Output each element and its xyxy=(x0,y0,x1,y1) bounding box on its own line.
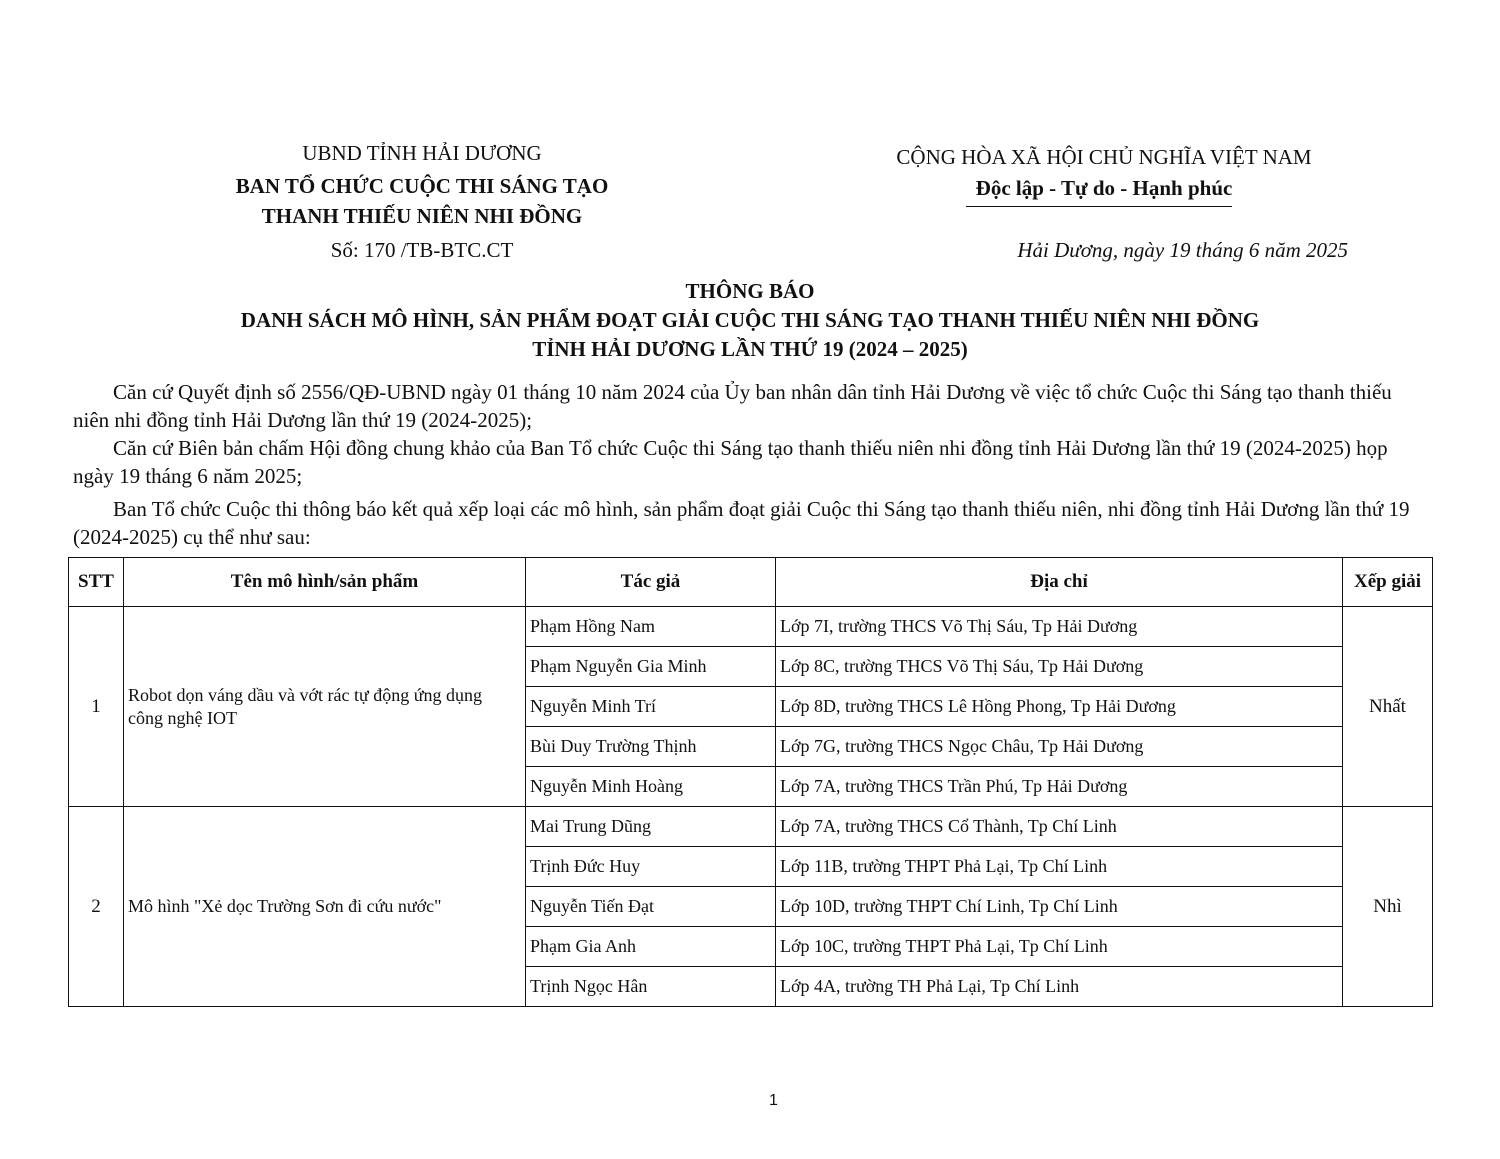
header-product: Tên mô hình/sản phẩm xyxy=(124,558,526,607)
header-author: Tác giả xyxy=(526,558,776,607)
author-name: Mai Trung Dũng xyxy=(526,807,776,847)
notice-subtitle-line-1: DANH SÁCH MÔ HÌNH, SẢN PHẨM ĐOẠT GIẢI CUỘC THI SÁNG TẠO THANH THIẾU NIÊN NHI ĐỒNG xyxy=(240,308,1260,332)
author-address: Lớp 10D, trường THPT Chí Linh, Tp Chí Linh xyxy=(776,887,1343,927)
author-name: Bùi Duy Trường Thịnh xyxy=(526,727,776,767)
motto-underline xyxy=(966,206,1232,207)
author-address: Lớp 7I, trường THCS Võ Thị Sáu, Tp Hải Dương xyxy=(776,607,1343,647)
announcement-paragraph: Ban Tổ chức Cuộc thi thông báo kết quả xếp loại các mô hình, sản phẩm đoạt giải Cuộc thi Sáng tạo thanh thiếu niên, nhi đồng tỉnh Hải Dương lần thứ 19 (2024-2025) cụ thể như sau: xyxy=(73,497,1410,549)
document-number: Số: 170 /TB-BTC.CT xyxy=(330,238,514,262)
author-name: Trịnh Ngọc Hân xyxy=(526,967,776,1007)
national-motto: Độc lập - Tự do - Hạnh phúc xyxy=(975,176,1233,200)
entry-stt: 2 xyxy=(69,807,124,1007)
legal-basis-paragraph-1: Căn cứ Quyết định số 2556/QĐ-UBND ngày 01 tháng 10 năm 2024 của Ủy ban nhân dân tỉnh Hải Dương về việc tổ chức Cuộc thi Sáng tạo thanh thiếu niên nhi đồng tỉnh Hải Dương lần thứ 19 (2024-2025); xyxy=(73,380,1392,432)
author-address: Lớp 8D, trường THCS Lê Hồng Phong, Tp Hải Dương xyxy=(776,687,1343,727)
entry-stt: 1 xyxy=(69,607,124,807)
notice-title: THÔNG BÁO xyxy=(685,279,815,303)
author-name: Phạm Hồng Nam xyxy=(526,607,776,647)
results-table xyxy=(68,557,1433,1007)
entry-product: Mô hình "Xẻ dọc Trường Sơn đi cứu nước" xyxy=(124,807,526,1007)
author-address: Lớp 8C, trường THCS Võ Thị Sáu, Tp Hải Dương xyxy=(776,647,1343,687)
author-address: Lớp 11B, trường THPT Phả Lại, Tp Chí Linh xyxy=(776,847,1343,887)
legal-basis-paragraph-2: Căn cứ Biên bản chấm Hội đồng chung khảo của Ban Tổ chức Cuộc thi Sáng tạo thanh thiếu niên nhi đồng tỉnh Hải Dương lần thứ 19 (2024-2025) họp ngày 19 tháng 6 năm 2025; xyxy=(73,436,1388,488)
page-number: 1 xyxy=(769,1092,778,1109)
table-header-row xyxy=(69,558,1433,607)
author-address: Lớp 4A, trường TH Phả Lại, Tp Chí Linh xyxy=(776,967,1343,1007)
entry-product: Robot dọn váng dầu và vớt rác tự động ứng dụng công nghệ IOT xyxy=(124,607,526,807)
author-name: Nguyễn Tiến Đạt xyxy=(526,887,776,927)
organizer-line-2: THANH THIẾU NIÊN NHI ĐỒNG xyxy=(261,204,583,228)
header-stt: STT xyxy=(69,558,124,607)
entry-prize: Nhì xyxy=(1343,807,1433,1007)
table-row xyxy=(69,807,1433,847)
author-address: Lớp 10C, trường THPT Phả Lại, Tp Chí Linh xyxy=(776,927,1343,967)
notice-subtitle-line-2: TỈNH HẢI DƯƠNG LẦN THỨ 19 (2024 – 2025) xyxy=(532,337,968,361)
author-name: Phạm Nguyễn Gia Minh xyxy=(526,647,776,687)
author-name: Nguyễn Minh Trí xyxy=(526,687,776,727)
authority-name: UBND TỈNH HẢI DƯƠNG xyxy=(302,141,542,165)
author-name: Trịnh Đức Huy xyxy=(526,847,776,887)
author-name: Phạm Gia Anh xyxy=(526,927,776,967)
table-row xyxy=(69,607,1433,647)
entry-prize: Nhất xyxy=(1343,607,1433,807)
author-address: Lớp 7A, trường THCS Cổ Thành, Tp Chí Linh xyxy=(776,807,1343,847)
header-address: Địa chỉ xyxy=(776,558,1343,607)
author-address: Lớp 7A, trường THCS Trần Phú, Tp Hải Dương xyxy=(776,767,1343,807)
author-address: Lớp 7G, trường THCS Ngọc Châu, Tp Hải Dương xyxy=(776,727,1343,767)
national-title: CỘNG HÒA XÃ HỘI CHỦ NGHĨA VIỆT NAM xyxy=(896,145,1312,169)
author-name: Nguyễn Minh Hoàng xyxy=(526,767,776,807)
organizer-line-1: BAN TỔ CHỨC CUỘC THI SÁNG TẠO xyxy=(235,174,609,198)
place-date: Hải Dương, ngày 19 tháng 6 năm 2025 xyxy=(1017,238,1348,262)
header-prize: Xếp giải xyxy=(1343,558,1433,607)
